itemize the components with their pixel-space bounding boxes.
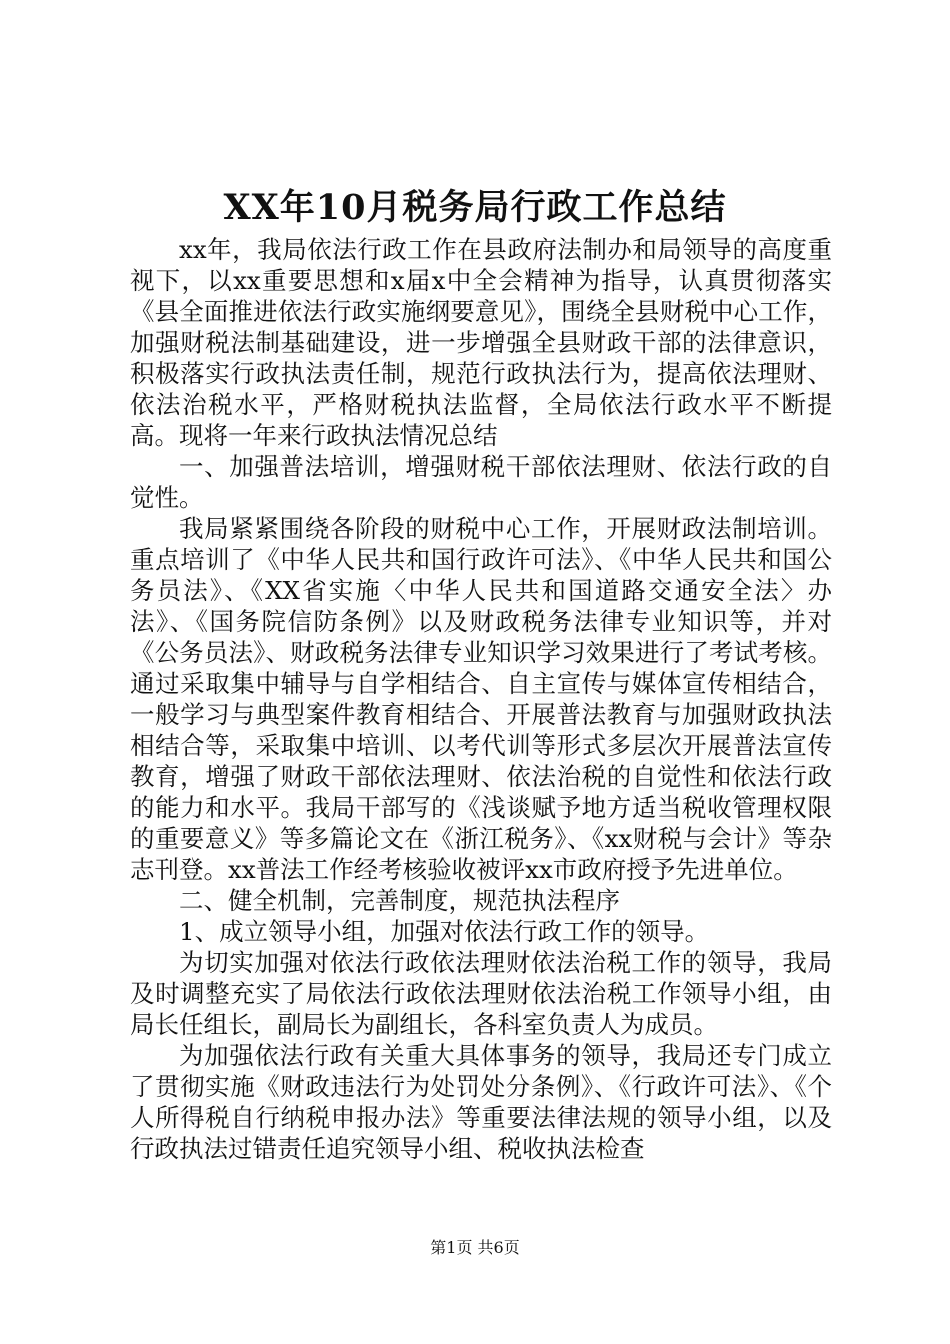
subsection-heading-1: 1、成立领导小组，加强对依法行政工作的领导。 [179, 917, 710, 946]
section-heading-2: 二、健全机制，完善制度，规范执法程序 [179, 886, 620, 915]
paragraph-special-groups: 为加强依法行政有关重大具体事务的领导，我局还专门成立了贯彻实施《财政违法行为处罚处分条例》、《行政许可法》、《个人所得税自行纳税申报办法》等重要法律法规的领导小组，以及行政执法过错责任追究领导小组、税收执法检查 [130, 1041, 832, 1163]
paragraph-leadership-group: 为切实加强对依法行政依法理财依法治税工作的领导，我局及时调整充实了局依法行政依法理财依法治税工作领导小组，由局长任组长，副局长为副组长，各科室负责人为成员。 [130, 948, 832, 1039]
page-footer: 第1页 共6页 [430, 1238, 520, 1257]
document-body [130, 234, 832, 1164]
paragraph-intro: xx年，我局依法行政工作在县政府法制办和局领导的高度重视下，以xx重要思想和x届x中全会精神为指导，认真贯彻落实《县全面推进依法行政实施纲要意见》，围绕全县财税中心工作，加强财税法制基础建设，进一步增强全县财政干部的法律意识，积极落实行政执法责任制，规范行政执法行为，提高依法理财、依法治税水平，严格财税执法监督，全局依法行政水平不断提高。现将一年来行政执法情况总结 [130, 235, 832, 450]
document-title: XX年10月税务局行政工作总结 [223, 187, 727, 228]
paragraph-training: 我局紧紧围绕各阶段的财税中心工作，开展财政法制培训。重点培训了《中华人民共和国行政许可法》、《中华人民共和国公务员法》、《XX省实施〈中华人民共和国道路交通安全法〉办法》、《国务院信防条例》以及财政税务法律专业知识等，并对《公务员法》、财政税务法律专业知识学习效果进行了考试考核。通过采取集中辅导与自学相结合、自主宣传与媒体宣传相结合，一般学习与典型案件教育相结合、开展普法教育与加强财政执法相结合等，采取集中培训、以考代训等形式多层次开展普法宣传教育，增强了财政干部依法理财、依法治税的自觉性和依法行政的能力和水平。我局干部写的《浅谈赋予地方适当税收管理权限的重要意义》等多篇论文在《浙江税务》、《xx财税与会计》等杂志刊登。xx普法工作经考核验收被评xx市政府授予先进单位。 [130, 514, 832, 884]
section-heading-1: 一、加强普法培训，增强财税干部依法理财、依法行政的自觉性。 [130, 452, 832, 512]
